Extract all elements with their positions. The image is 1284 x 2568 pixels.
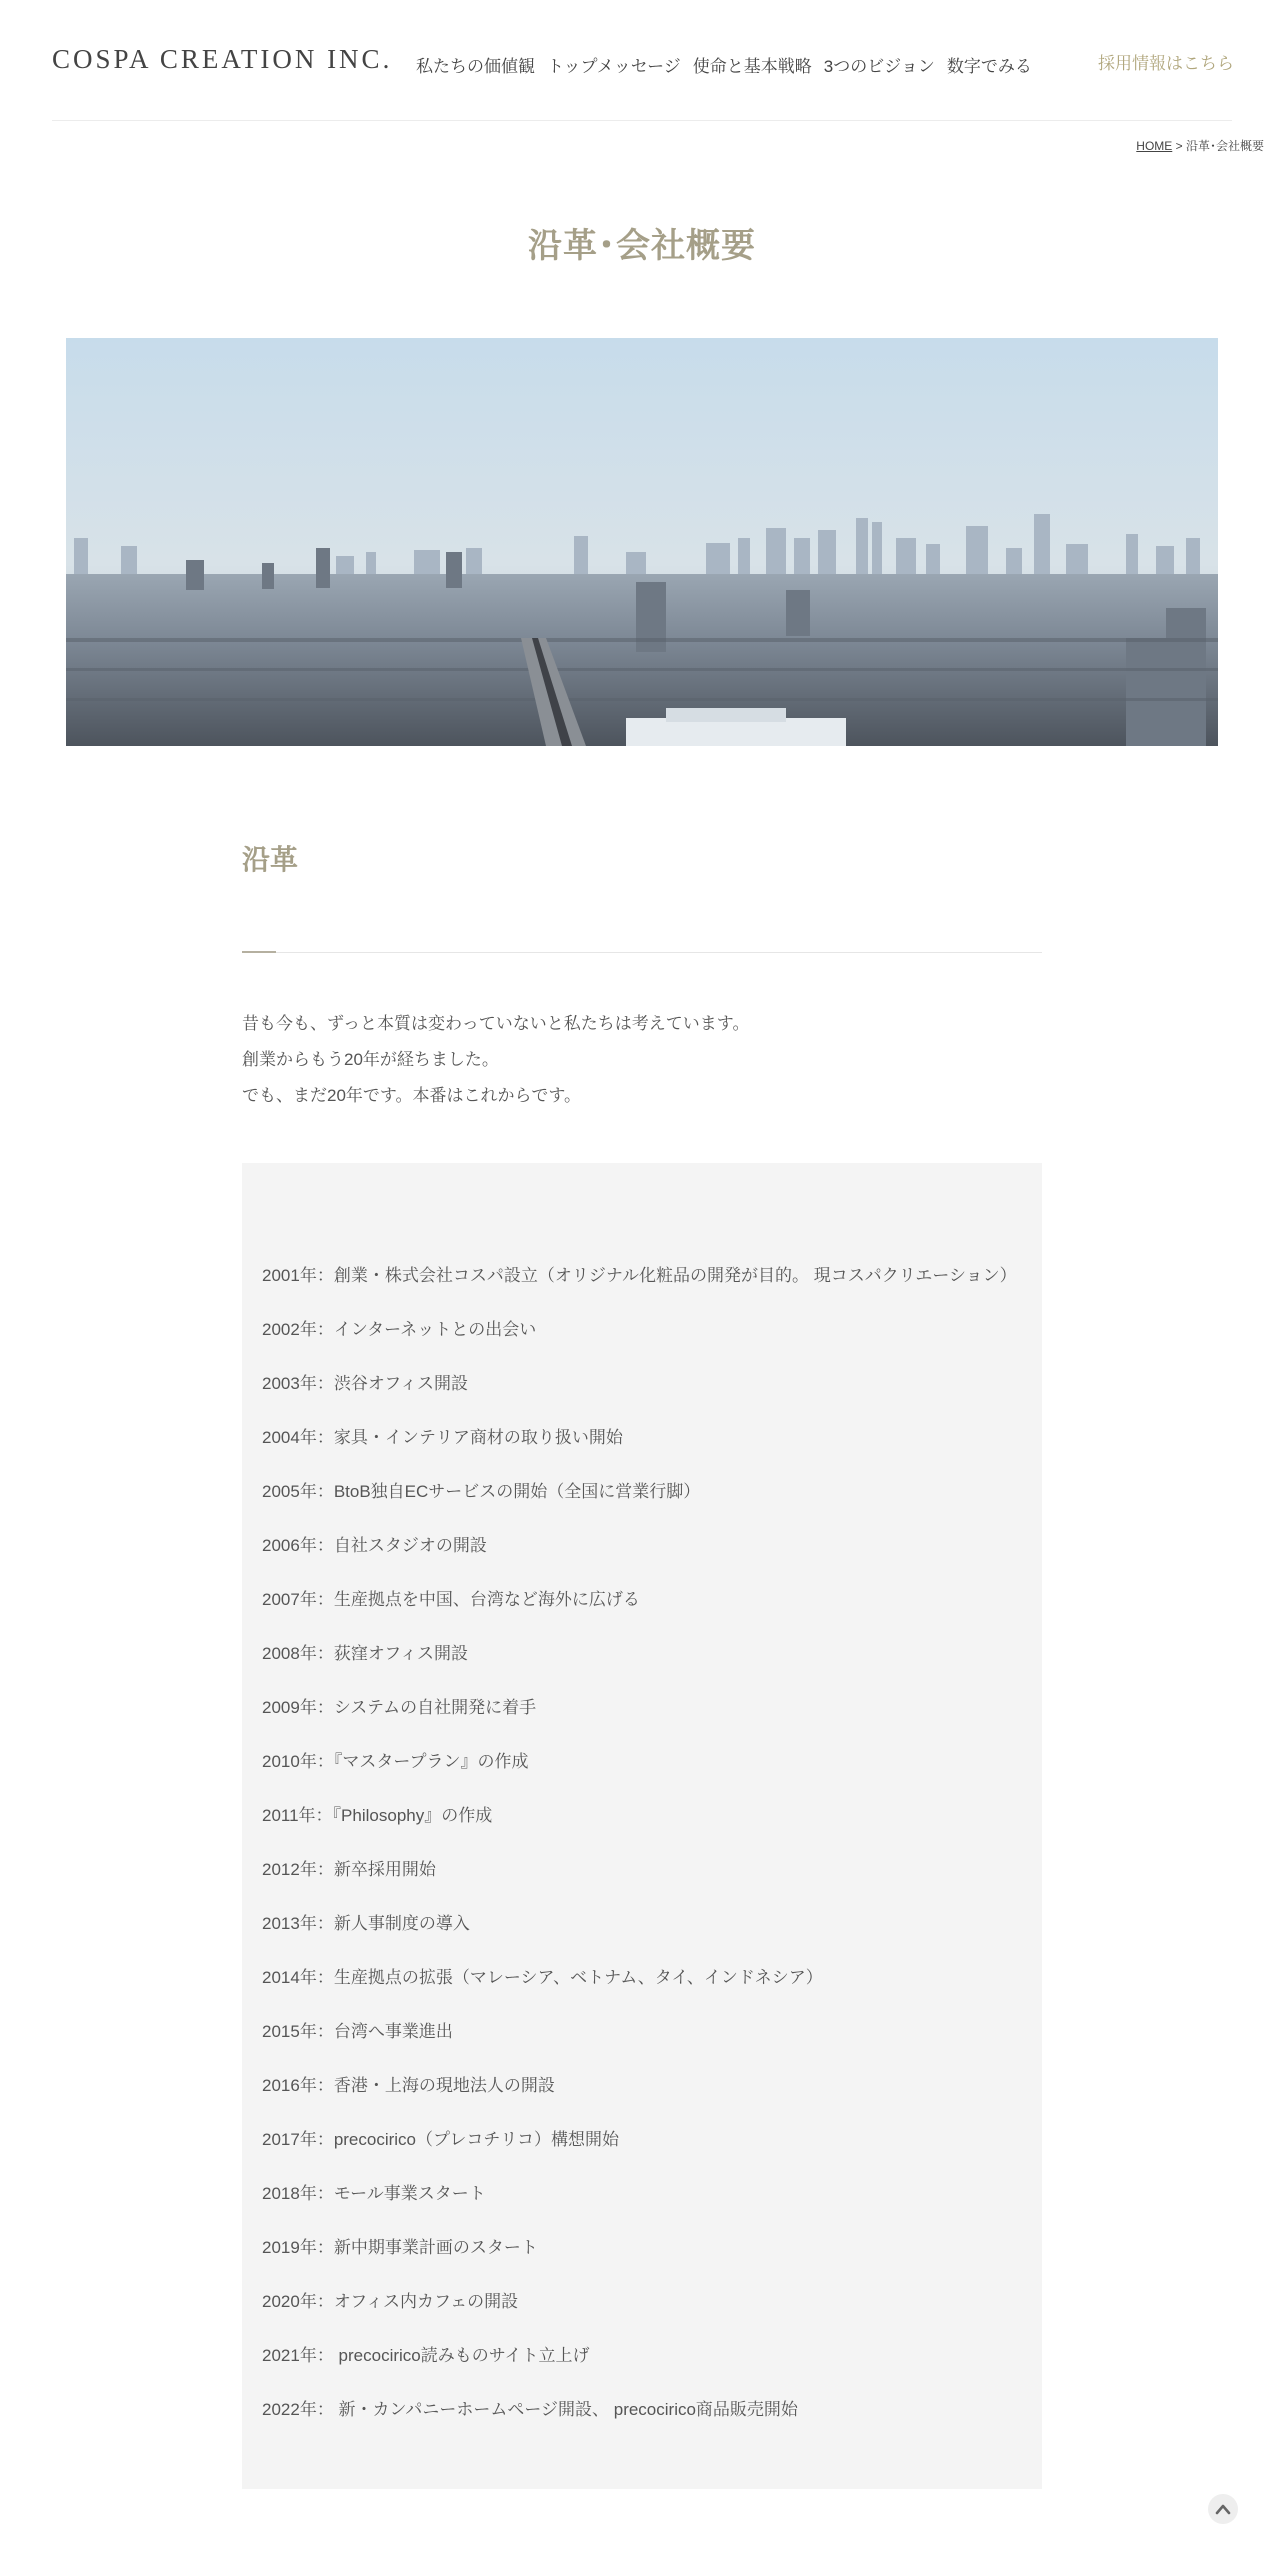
nav-mission-strategy[interactable]: 使命と基本戦略 [692, 57, 812, 76]
nav-top-message[interactable]: トップメッセージ [547, 57, 681, 76]
timeline-item: 2016年：香港・上海の現地法人の開設 [262, 2076, 555, 2095]
history-intro [242, 1006, 1042, 1114]
breadcrumb [1136, 137, 1264, 154]
recruit-link[interactable]: 採用情報はこちら [1098, 54, 1234, 73]
header-divider [52, 120, 1232, 121]
timeline-item: 2008年：荻窪オフィス開設 [262, 1644, 468, 1663]
timeline-item: 2013年：新人事制度の導入 [262, 1914, 470, 1933]
breadcrumb-current: 沿革･会社概要 [1185, 139, 1264, 153]
page-title: 沿革･会社概要 [528, 227, 756, 265]
breadcrumb-separator: > [1175, 139, 1183, 153]
nav-values[interactable]: 私たちの価値観 [416, 57, 535, 76]
timeline-item: 2021年： precocirico読みものサイト立上げ [262, 2346, 590, 2365]
site-header [0, 0, 1284, 120]
nav-by-numbers[interactable]: 数字でみる [946, 57, 1032, 76]
breadcrumb-home[interactable]: HOME [1136, 139, 1173, 153]
timeline-item: 2017年：precocirico（プレコチリコ）構想開始 [262, 2130, 619, 2149]
history-timeline [242, 1163, 1042, 2489]
intro-line: 創業からもう20年が経ちました。 [242, 1050, 499, 1069]
timeline-item: 2019年：新中期事業計画のスタート [262, 2238, 538, 2257]
timeline-item: 2009年：システムの自社開発に着手 [262, 1698, 537, 1717]
timeline-item: 2002年：インターネットとの出会い [262, 1320, 537, 1339]
timeline-item: 2006年：自社スタジオの開設 [262, 1536, 487, 1555]
city-skyline-photo [66, 338, 1218, 746]
timeline-item: 2004年：家具・インテリア商材の取り扱い開始 [262, 1428, 623, 1447]
history-heading: 沿革 [242, 844, 299, 875]
timeline-item: 2007年：生産拠点を中国、台湾など海外に広げる [262, 1590, 640, 1609]
section-divider [242, 952, 1042, 953]
timeline-item: 2022年： 新・カンパニーホームページ開設、 precocirico商品販売開始 [262, 2400, 798, 2419]
nav-three-visions[interactable]: 3つのビジョン [823, 57, 935, 76]
timeline-item: 2005年：BtoB独自ECサービスの開始（全国に営業行脚） [262, 1482, 701, 1501]
company-logo[interactable]: COSPA CREATION INC. [52, 44, 393, 74]
timeline-item: 2020年：オフィス内カフェの開設 [262, 2292, 519, 2311]
main-nav [416, 52, 1032, 77]
hero-image [66, 338, 1218, 746]
timeline-item: 2015年：台湾へ事業進出 [262, 2022, 453, 2041]
timeline-item: 2010年：『マスタープラン』の作成 [262, 1752, 529, 1771]
intro-line: でも、まだ20年です。本番はこれからです。 [242, 1086, 582, 1105]
back-to-top-button[interactable] [1208, 2494, 1238, 2524]
timeline-item: 2001年：創業・株式会社コスパ設立（オリジナル化粧品の開発が目的。 現コスパクリエーション） [262, 1266, 1017, 1285]
timeline-item: 2003年：渋谷オフィス開設 [262, 1374, 468, 1393]
chevron-up-icon [1215, 2503, 1231, 2515]
timeline-item: 2018年：モール事業スタート [262, 2184, 486, 2203]
section-divider-accent [242, 951, 276, 953]
intro-line: 昔も今も、ずっと本質は変わっていないと私たちは考えています。 [242, 1014, 750, 1033]
timeline-item: 2012年：新卒採用開始 [262, 1860, 436, 1879]
timeline-item: 2014年：生産拠点の拡張（マレーシア、ベトナム、タイ、インドネシア） [262, 1968, 823, 1987]
timeline-item: 2011年：『Philosophy』の作成 [262, 1806, 493, 1825]
